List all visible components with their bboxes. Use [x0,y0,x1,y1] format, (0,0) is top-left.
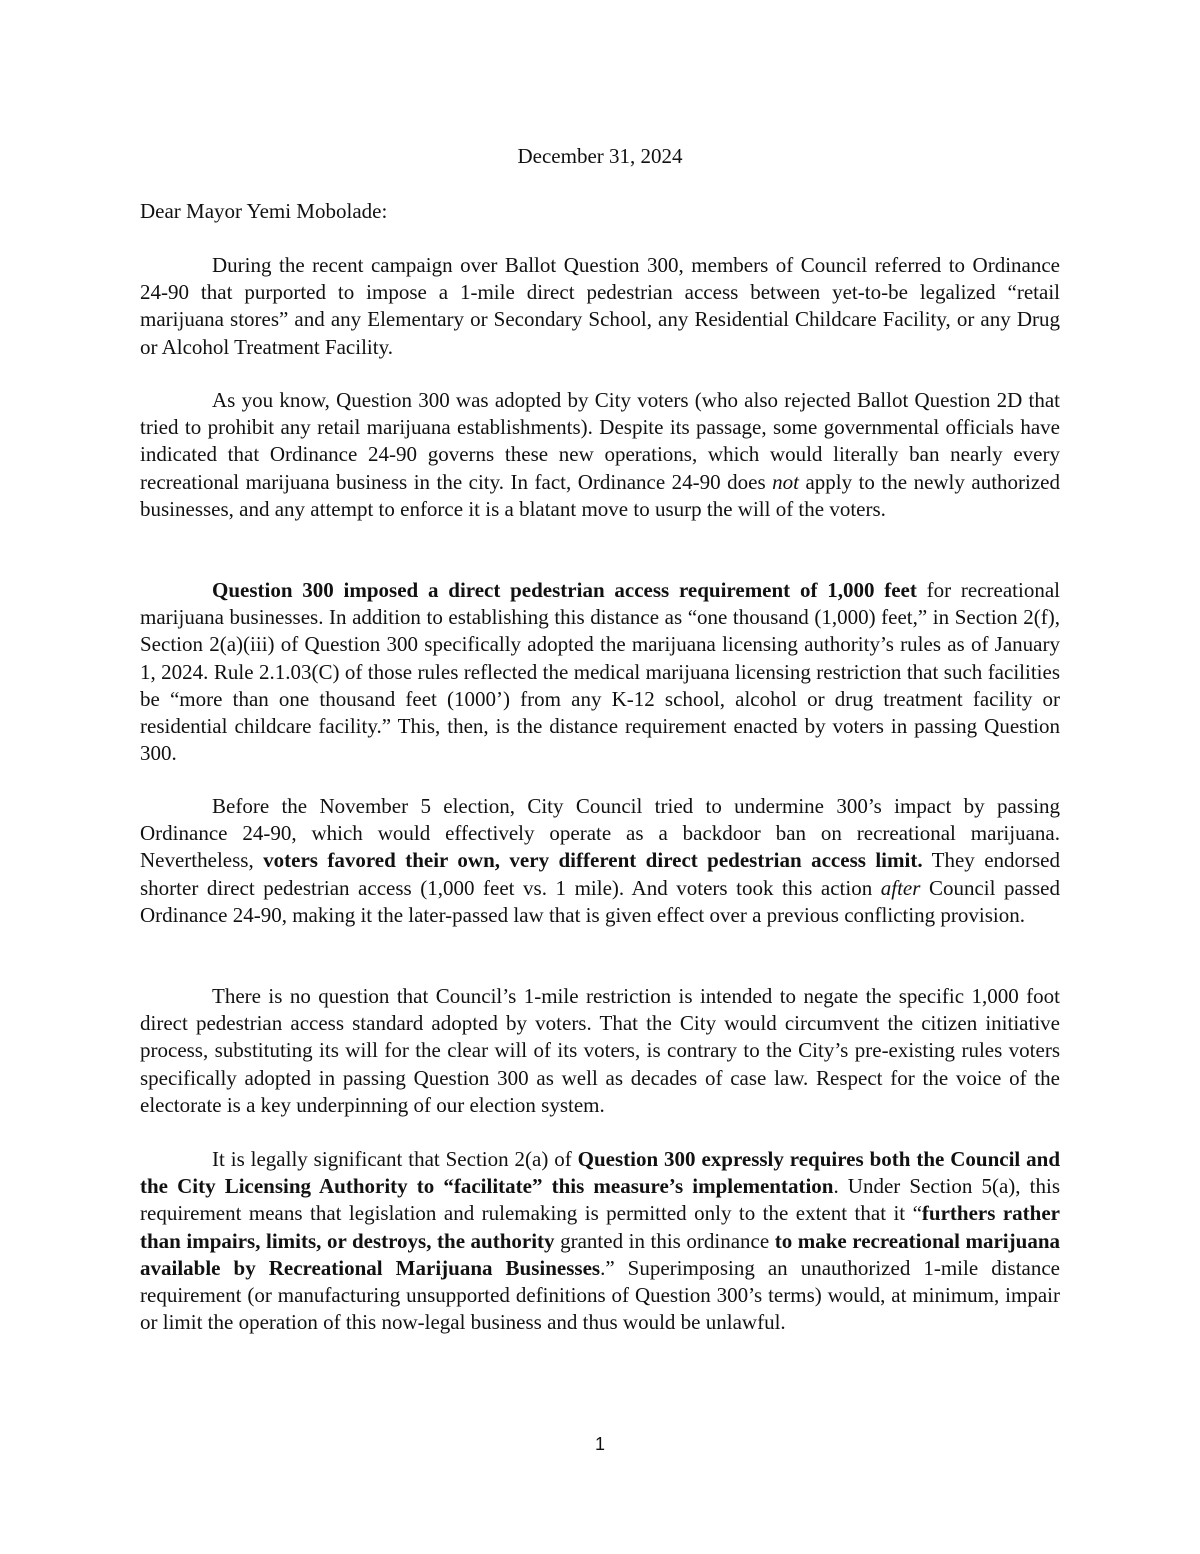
italic-text: after [880,875,921,900]
letter-date: December 31, 2024 [517,144,683,168]
page-number: 1 [594,1434,605,1454]
bold-text: Question 300 expressly requires both the Council and the City Licensing Authority to “facilitate” this measure’s implementation [140,1147,1061,1199]
paragraph-text: There is no question that Council’s 1-mile restriction is intended to negate the specific 1,000 foot direct pedestrian access standard adopted by voters. That the City would circumvent the citizen initiative process, substituting its will for the clear will of its voters, is contrary to the City’s pre-existing rules voters specifically adopted in passing Question 300 as well as decades of case law. Respect for the voice of the electorate is a key underpinning of our election system. [140,984,1060,1117]
paragraph-text: Before the November 5 election, City Council tried to undermine 300’s impact by passing Ordinance 24-90, which would effectively operate as a backdoor ban on recreational marijuana. Nevertheless, [140,794,1060,873]
body-paragraph-6 [140,1146,1060,1336]
bold-text: voters favored their own, very different direct pedestrian access limit. [263,848,923,873]
bold-text: Question 300 imposed a direct pedestrian access requirement of 1,000 feet [212,578,917,602]
body-paragraph-3 [140,577,1060,767]
paragraph-text: . Under Section 5(a), this requirement means that legislation and rulemaking is permitted only to the extent that it “ [140,1174,1060,1226]
paragraph-text: Council passed Ordinance 24-90, making it the later-passed law that is given effect over a previous conflicting provision. [140,875,1061,927]
paragraph-text: for recreational marijuana businesses. In addition to establishing this distance as “one thousand (1,000) feet,” in Section 2(f), Section 2(a)(iii) of Question 300 specifically adopted the marijuana licensing authority’s rules as of January 1, 2024. Rule 2.1.03(C) of those rules reflected the medical marijuana licensing restriction that such facilities be “more than one thousand feet (1000’) from any K-12 school, alcohol or drug treatment facility or residential childcare facility.” This, then, is the distance requirement enacted by voters in passing Question 300. [140,578,1060,766]
salutation: Dear Mayor Yemi Mobolade: [140,199,388,223]
paragraph-text: .” Superimposing an unauthorized 1-mile distance requirement (or manufacturing unsupported definitions of Question 300’s terms) would, at minimum, impair or limit the operation of this now-legal business and thus would be unlawful. [140,1255,1060,1335]
body-paragraph-5 [140,983,1060,1119]
body-paragraph-1 [140,252,1060,361]
paragraph-text: granted in this ordinance [554,1228,775,1253]
paragraph-text: They endorsed shorter direct pedestrian access (1,000 feet vs. 1 mile). And voters took this action [140,848,1060,900]
paragraph-text: It is legally significant that Section 2(a) of [212,1147,578,1171]
body-paragraph-4 [140,793,1060,929]
bold-text: to make recreational marijuana available by Recreational Marijuana Businesses [140,1228,1060,1280]
paragraph-text: As you know, Question 300 was adopted by City voters (who also rejected Ballot Question 2D that tried to prohibit any retail marijuana establishments). Despite its passage, some governmental officials have indicated that Ordinance 24-90 governs these new operations, which would literally ban nearly every recreational marijuana business in the city. In fact, Ordinance 24-90 does [140,388,1060,494]
body-paragraph-2 [140,387,1060,523]
paragraph-text: apply to the newly authorized businesses, and any attempt to enforce it is a blatant move to usurp the will of the voters. [140,469,1061,521]
italic-text: not [772,469,799,494]
paragraph-text: During the recent campaign over Ballot Question 300, members of Council referred to Ordinance 24-90 that purported to impose a 1-mile direct pedestrian access between yet-to-be legalized “retail marijuana stores” and any Elementary or Secondary School, any Residential Childcare Facility, or any Drug or Alcohol Treatment Facility. [140,253,1060,359]
bold-text: furthers rather than impairs, limits, or destroys, the authority [140,1201,1060,1253]
